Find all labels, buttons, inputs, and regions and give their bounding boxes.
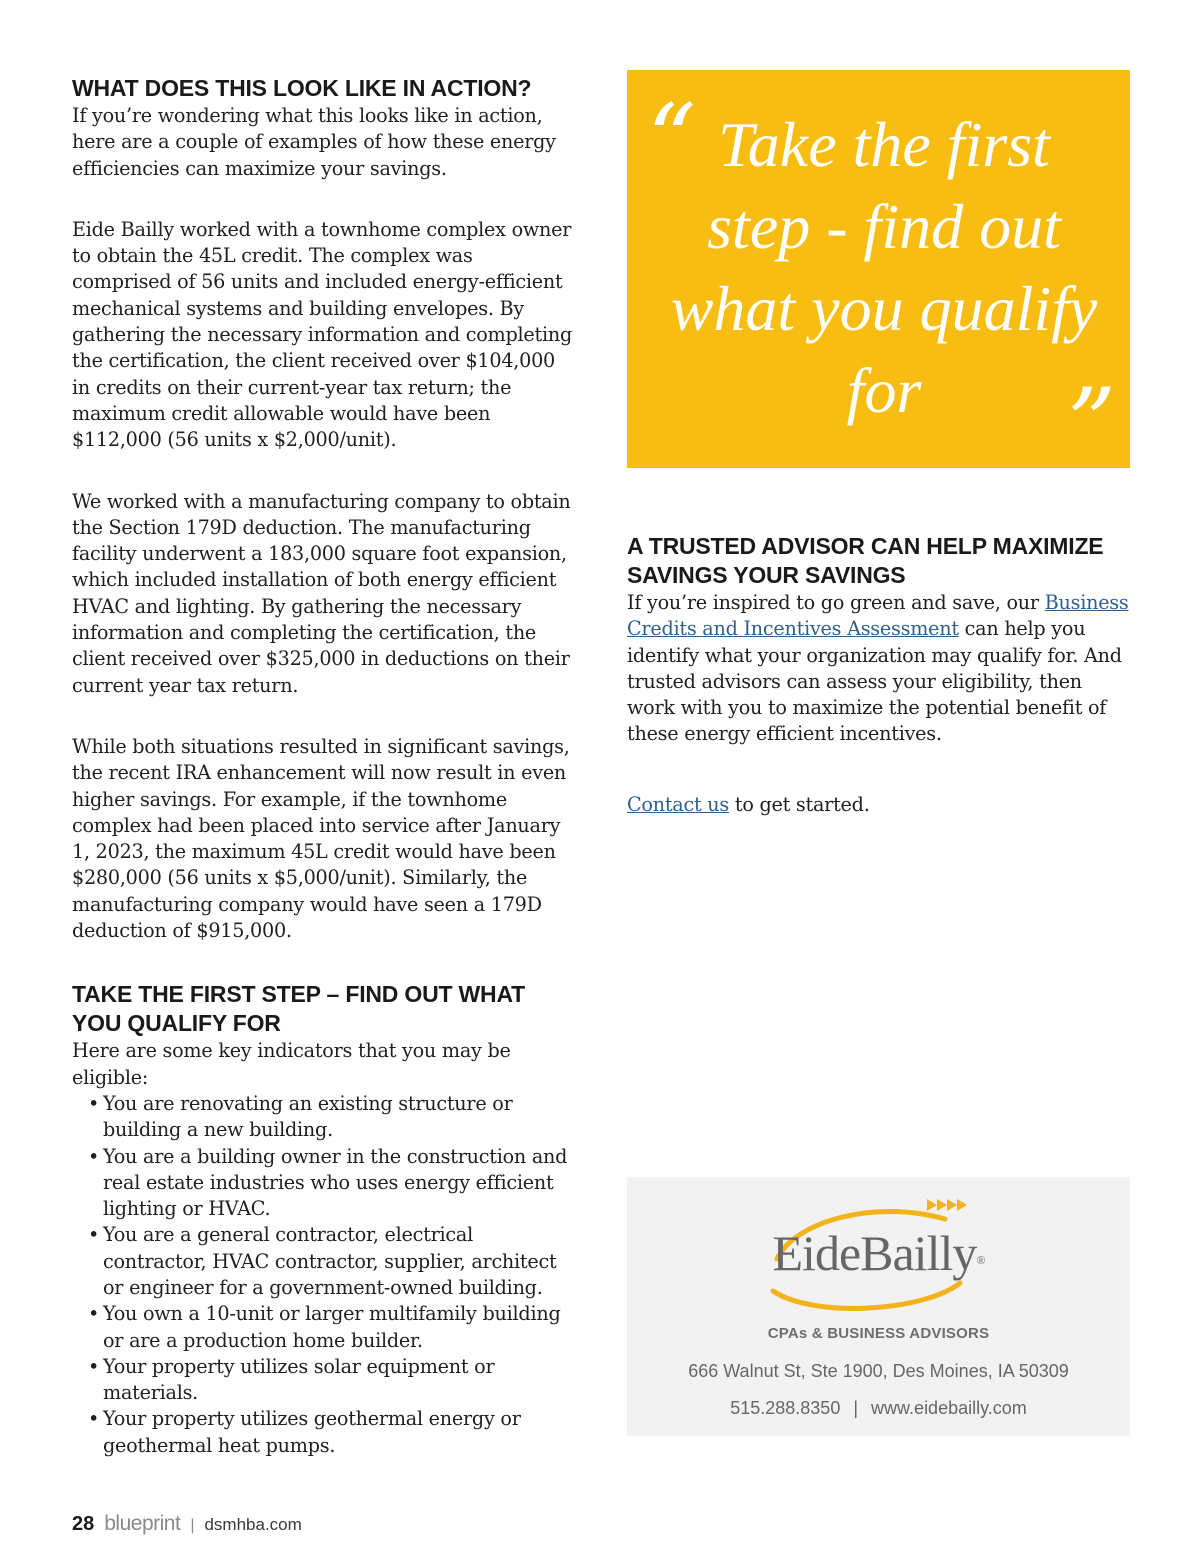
list-item: • Your property utilizes geothermal energy or geothermal heat pumps. (72, 1406, 577, 1459)
paragraph-advisor-text: If you’re inspired to go green and save, our (627, 591, 1045, 614)
list-item: • You are a building owner in the construction and real estate industries who uses energy efficient lighting or HVAC. (72, 1144, 577, 1223)
list-item: • You are renovating an existing structure or building a new building. (72, 1091, 577, 1144)
section-heading-first-step: TAKE THE FIRST STEP – FIND OUT WHAT YOU QUALIFY FOR (72, 981, 526, 1037)
section-heading-in-action: WHAT DOES THIS LOOK LIKE IN ACTION? (72, 75, 532, 101)
eide-bailly-ad (627, 1177, 1130, 1436)
left-column (72, 74, 577, 1459)
paragraph-intro: If you’re wondering what this looks like in action, here are a couple of examples of how these energy efficiencies can maximize your savings. (72, 104, 556, 180)
contact-text: to get started. (729, 792, 870, 816)
footer-separator: | (190, 1517, 195, 1534)
paragraph-ira-enhancement: While both situations resulted in significant savings, the recent IRA enhancement will now result in even higher savings. For example, if the townhome complex had been placed into service after January 1, 2023, the maximum 45L credit would have been $280,000 (56 units x $5,000/unit). Similarly, the manufacturing company would have seen a 179D deduction of $915,000. (72, 734, 570, 943)
blueprint-logo: blueprint (104, 1512, 181, 1535)
open-quote-mark: “ (647, 84, 697, 196)
separator: | (853, 1398, 859, 1418)
list-item: • You own a 10-unit or larger multifamily building or are a production home builder. (72, 1301, 577, 1354)
page-number: 28 (72, 1513, 95, 1535)
paragraph-manufacturing-example: We worked with a manufacturing company to obtain the Section 179D deduction. The manufacturing facility underwent a 183,000 square foot expansion, which included installation of both energy efficient HVAC and lighting. By gathering the necessary information and completing the certification, the client received over $325,000 in deductions on their current year tax return. (72, 489, 571, 697)
eligibility-intro: Here are some key indicators that you may be eligible: (72, 1039, 511, 1089)
registered-mark: ® (976, 1253, 985, 1267)
logo-name-text: EideBailly (772, 1225, 977, 1281)
list-item: • Your property utilizes solar equipment or materials. (72, 1354, 577, 1407)
paragraph-townhome-example: Eide Bailly worked with a townhome complex owner to obtain the 45L credit. The complex was comprised of 56 units and included energy-efficient mechanical systems and building envelopes. By gathering the necessary information and completing the certification, the client received over $104,000 in credits on their current-year tax return; the maximum credit allowable would have been $112,000 (56 units x $2,000/unit). (72, 217, 573, 452)
contact-us-link[interactable]: Contact us (627, 792, 730, 816)
close-quote-mark: ” (1066, 368, 1116, 480)
eligibility-list (72, 1091, 577, 1459)
pull-quote (627, 70, 1130, 480)
contact-line (627, 1398, 1130, 1419)
tagline: CPAs & BUSINESS ADVISORS (767, 1325, 990, 1342)
section-heading-trusted-advisor: A TRUSTED ADVISOR CAN HELP MAXIMIZE SAVINGS YOUR SAVINGS (627, 533, 1104, 588)
right-column (627, 532, 1130, 818)
footer-website[interactable]: dsmhba.com (204, 1515, 302, 1534)
paragraph-contact (627, 792, 1130, 818)
list-item: • You are a general contractor, electrical contractor, HVAC contractor, supplier, architect or engineer for a government-owned building. (72, 1222, 577, 1301)
page-footer (72, 1512, 302, 1542)
address: 666 Walnut St, Ste 1900, Des Moines, IA 50309 (688, 1361, 1069, 1381)
phone: 515.288.8350 (730, 1398, 841, 1418)
website-link[interactable]: www.eidebailly.com (871, 1398, 1027, 1418)
logo-wordmark (627, 1223, 1130, 1290)
paragraph-advisor (627, 590, 1130, 748)
assessment-link[interactable]: Business Credits and Incentives Assessment (627, 591, 1129, 641)
paragraph-advisor-text-end: can help you identify what your organization may qualify for. And trusted advisors can assess your eligibility, then work with you to maximize the potential benefit of these energy efficient incentives. (627, 617, 1122, 746)
pull-quote-text: Take the first step - find out what you qualify for (670, 109, 1098, 426)
